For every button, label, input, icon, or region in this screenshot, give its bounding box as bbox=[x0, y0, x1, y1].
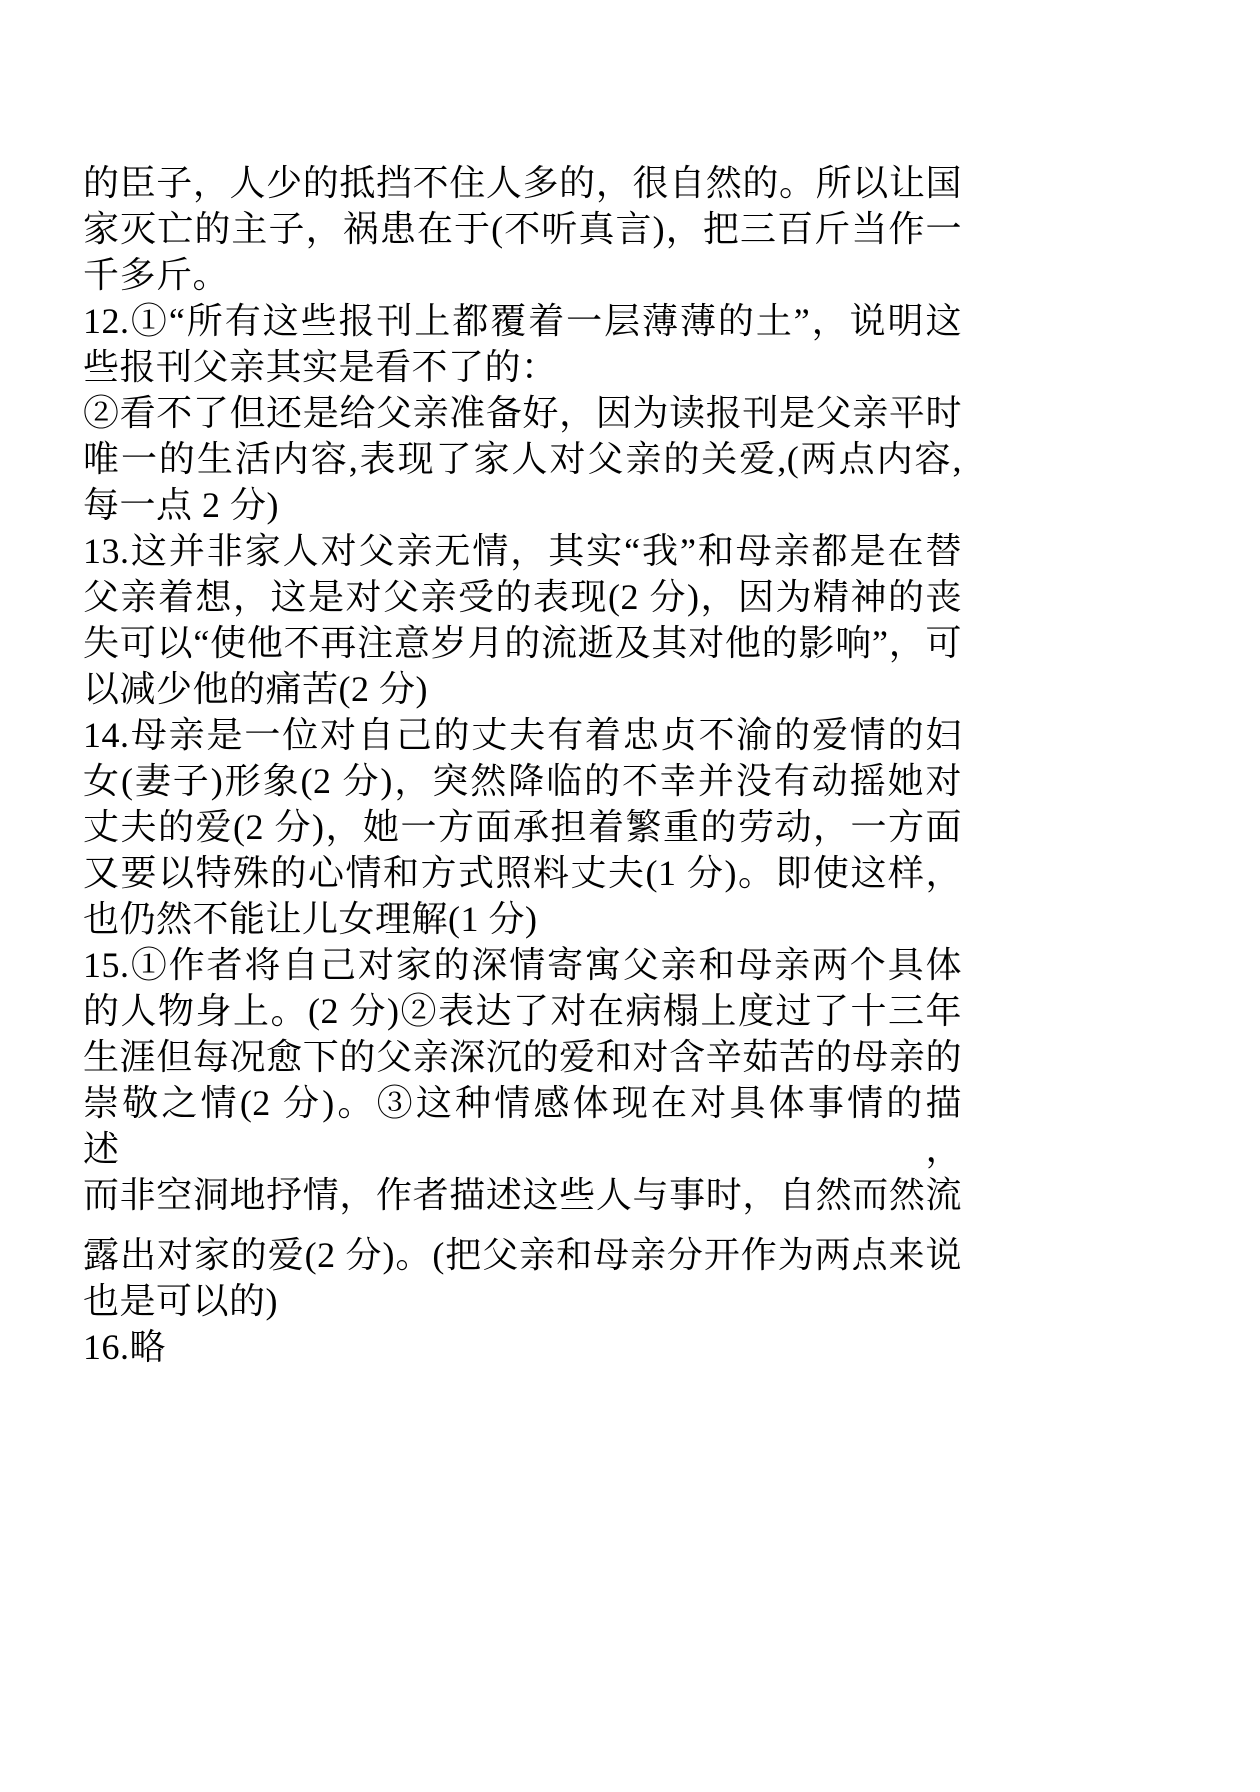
text-line: 崇敬之情(2 分)。③这种情感体现在对具体事情的描述， bbox=[83, 1083, 962, 1169]
text-line: 13.这并非家人对父亲无情，其实“我”和母亲都是在替 bbox=[83, 531, 962, 571]
text-line: 生涯但每况愈下的父亲深沉的爱和对含辛茹苦的母亲的 bbox=[83, 1037, 962, 1077]
text-line: 以减少他的痛苦(2 分) bbox=[83, 669, 428, 709]
text-line: 的人物身上。(2 分)②表达了对在病榻上度过了十三年 bbox=[83, 991, 962, 1031]
text-line: ②看不了但还是给父亲准备好，因为读报刊是父亲平时 bbox=[83, 393, 962, 433]
text-line: 失可以“使他不再注意岁月的流逝及其对他的影响”，可 bbox=[83, 623, 962, 663]
text-line: 千多斤。 bbox=[83, 255, 230, 295]
text-line: 丈夫的爱(2 分)，她一方面承担着繁重的劳动，一方面 bbox=[83, 807, 962, 847]
text-line: 16.略 bbox=[83, 1327, 167, 1367]
text-line: 家灭亡的主子，祸患在于(不听真言)，把三百斤当作一 bbox=[83, 209, 962, 249]
text-line: 而非空洞地抒情，作者描述这些人与事时，自然而然流 bbox=[83, 1175, 962, 1215]
text-line: 唯一的生活内容,表现了家人对父亲的关爱,(两点内容, bbox=[83, 439, 962, 479]
text-line: 12.①“所有这些报刊上都覆着一层薄薄的土”，说明这 bbox=[83, 301, 962, 341]
text-line: 也仍然不能让儿女理解(1 分) bbox=[83, 899, 538, 939]
text-line: 些报刊父亲其实是看不了的： bbox=[83, 347, 558, 387]
text-line: 露出对家的爱(2 分)。(把父亲和母亲分开作为两点来说 bbox=[83, 1235, 962, 1275]
text-line: 父亲着想，这是对父亲受的表现(2 分)，因为精神的丧 bbox=[83, 577, 962, 617]
text-line: 女(妻子)形象(2 分)，突然降临的不幸并没有动摇她对 bbox=[83, 761, 962, 801]
answer-key-text bbox=[83, 160, 962, 1370]
text-line: 又要以特殊的心情和方式照料丈夫(1 分)。即使这样， bbox=[83, 853, 962, 893]
text-line: 每一点 2 分) bbox=[83, 485, 279, 525]
text-line: 也是可以的) bbox=[83, 1281, 278, 1321]
text-line: 15.①作者将自己对家的深情寄寓父亲和母亲两个具体 bbox=[83, 945, 962, 985]
text-line: 的臣子，人少的抵挡不住人多的，很自然的。所以让国 bbox=[83, 163, 962, 203]
text-line: 14.母亲是一位对自己的丈夫有着忠贞不渝的爱情的妇 bbox=[83, 715, 962, 755]
